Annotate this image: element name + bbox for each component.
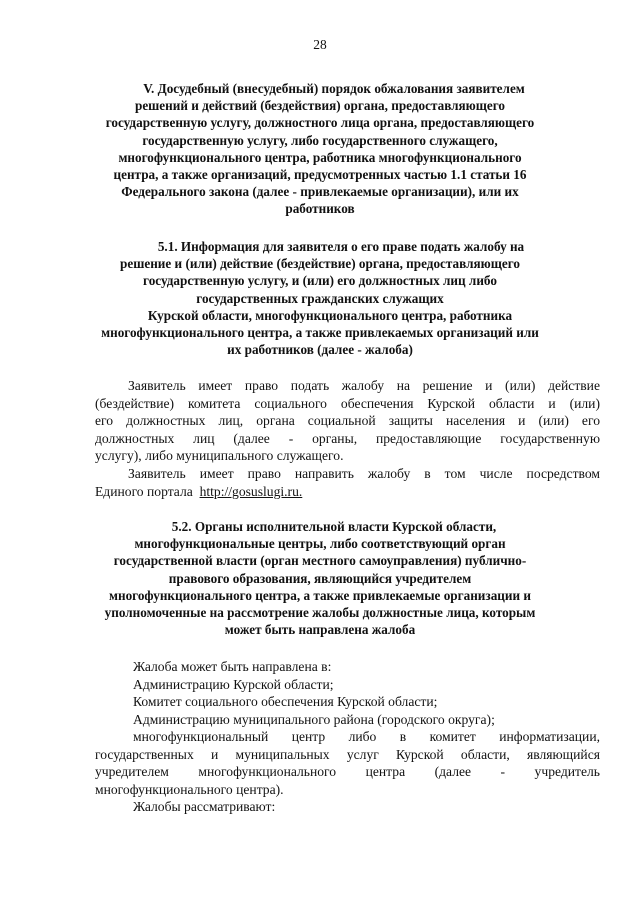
- heading-line: многофункционального центра, работника многофункционального: [118, 149, 522, 165]
- heading-line: их работников (далее - жалоба): [227, 342, 413, 358]
- list-item: Администрацию Курской области;: [133, 676, 334, 692]
- heading-line: многофункционального центра, а также привлекаемых организаций или: [101, 325, 539, 341]
- heading-line: государственную услугу, и (или) его должностных лиц либо: [143, 273, 497, 289]
- section-5-1-heading: [0, 238, 640, 358]
- heading-line: может быть направлена жалоба: [224, 622, 416, 638]
- heading-line: правового образования, являющийся учредителем: [168, 570, 472, 586]
- paragraph-line: Заявитель имеет право направить жалобу в том числе посредством: [128, 466, 600, 481]
- paragraph-line: учредителем многофункционального центра (далее - учредитель: [95, 764, 600, 779]
- section-5-2-heading: [0, 518, 640, 638]
- paragraph-line: его должностных лиц, органа социальной защиты населения и (или) его: [95, 413, 600, 428]
- heading-line: государственных гражданских служащих: [196, 290, 444, 306]
- paragraph-line: многофункционального центра).: [95, 781, 284, 797]
- heading-line: многофункциональные центры, либо соответствующий орган: [134, 536, 506, 552]
- heading-line: государственной власти (орган местного самоуправления) публично-: [113, 553, 527, 569]
- list-item: Администрацию муниципального района (городского округа);: [133, 711, 495, 727]
- paragraph-portal: [95, 465, 600, 500]
- heading-line: 5.2. Органы исполнительной власти Курской области,: [171, 519, 497, 534]
- paragraph-line: услугу), либо муниципального служащего.: [95, 448, 344, 463]
- page-number: 28: [313, 37, 327, 52]
- list-item: многофункциональный центр либо в комитет информатизации,: [133, 729, 600, 744]
- heading-line: V. Досудебный (внесудебный) порядок обжалования заявителем: [143, 81, 525, 96]
- paragraph-line: государственных и муниципальных услуг Курской области, являющийся: [95, 746, 600, 762]
- heading-line: уполномоченные на рассмотрение жалобы должностные лица, которым: [104, 605, 536, 621]
- complaint-targets: [95, 658, 600, 816]
- paragraph-line: [95, 483, 600, 501]
- paragraph-line: Заявитель имеет право подать жалобу на решение и (или) действие: [128, 378, 600, 393]
- heading-line: Курской области, многофункционального центра, работника: [147, 307, 513, 323]
- paragraph-line: должностных лиц (далее - органы, предоставляющие государственную: [95, 430, 600, 446]
- list-item: Комитет социального обеспечения Курской области;: [133, 694, 438, 709]
- heading-line: 5.1. Информация для заявителя о его праве подать жалобу на: [157, 239, 525, 254]
- heading-line: Федерального закона (далее - привлекаемые организации), или их: [121, 184, 519, 200]
- heading-line: государственную услугу, либо государственного служащего,: [142, 132, 498, 148]
- heading-line: работников: [285, 201, 355, 217]
- paragraph-line: (бездействие) комитета социального обеспечения Курской области и (или): [95, 395, 600, 411]
- gosuslugi-link[interactable]: http://gosuslugi.ru.: [199, 483, 303, 499]
- heading-line: многофункционального центра, а также привлекаемые организации и: [109, 587, 531, 603]
- portal-text: Единого портала: [95, 483, 200, 499]
- paragraph-line: Жалобы рассматривают:: [133, 799, 276, 814]
- heading-line: центра, а также организаций, предусмотренных частью 1.1 статьи 16: [113, 167, 527, 183]
- paragraph-line: Жалоба может быть направлена в:: [133, 659, 332, 674]
- heading-line: государственную услугу, должностного лица органа, предоставляющего: [105, 115, 535, 131]
- section-5-heading: [0, 80, 640, 218]
- heading-line: решение и (или) действие (бездействие) органа, предоставляющего: [120, 256, 520, 272]
- paragraph-right-to-complain: [95, 377, 600, 465]
- heading-line: решений и действий (бездействия) органа, предоставляющего: [134, 98, 505, 114]
